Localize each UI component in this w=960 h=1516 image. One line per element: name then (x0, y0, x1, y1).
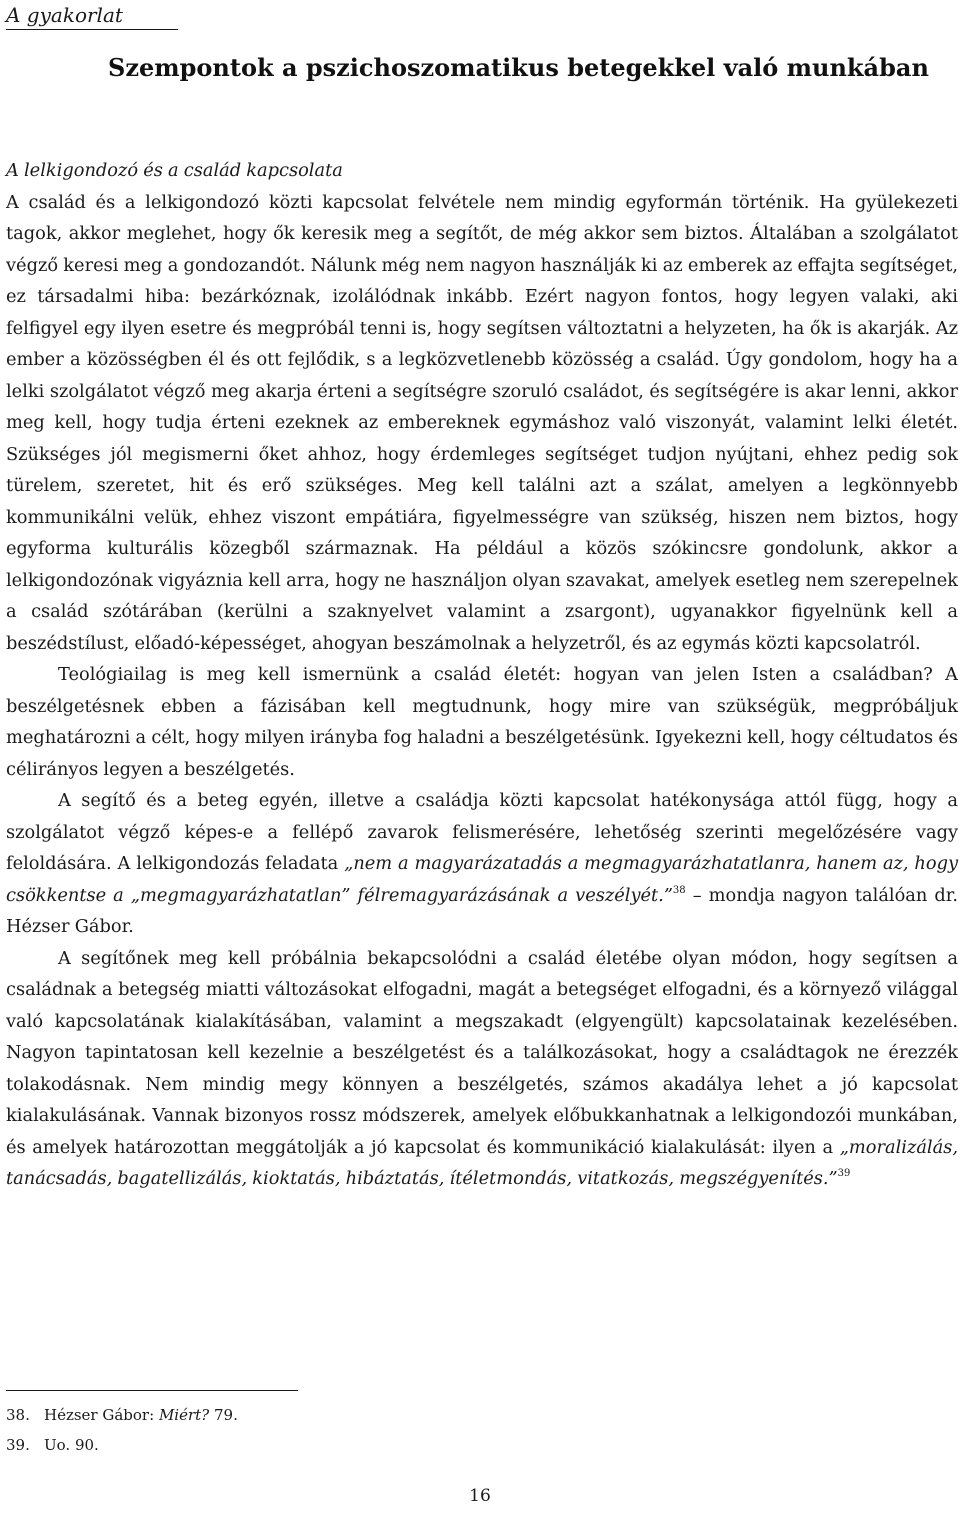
paragraph-2: Teológiailag is meg kell ismernünk a család életét: hogyan van jelen Isten a családban? A beszélgetésnek ebben a fázisában kell megtudnunk, hogy mire van szükségük, megpróbáljuk meghatározni a célt, hogy milyen irányba fog haladni a beszélgetésünk. Igyekezni kell, hogy céltudatos és célirányos legyen a beszélgetés. (6, 664, 958, 780)
paragraph-3-text: A segítő és a beteg egyén, illetve a családja közti kapcsolat hatékonysága attól függ, hogy a szolgálatot végző képes-e a fellépő zavarok felismerésére, lehetőség szerinti megelőzésére vagy feloldására. A lelkigondozás feladata (6, 790, 958, 874)
section-subheading: A lelkigondozó és a család kapcsolata (6, 160, 343, 181)
quote-1: „nem a magyarázatadás a megmagyarázhatatlanra, hanem az, hogy csökkentse a „megmagyarázhatatlan” félremagyarázásának a veszélyét.” (6, 853, 959, 906)
paragraph-1: A család és a lelkigondozó közti kapcsolat felvétele nem mindig egyformán történik. Ha gyülekezeti tagok, akkor meglehet, hogy ők keresik meg a segítőt, de még akkor sem biztos. Általában a szolgálatot végző keresi meg a gondozandót. Nálunk még nem nagyon használják ki az emberek az effajta segítséget, ez társadalmi hiba: bezárkóznak, izolálódnak inkább. Ezért nagyon fontos, hogy legyen valaki, aki felfigyel egy ilyen esetre és megpróbál tenni is, hogy segítsen változtatni a helyzeten, ha ők is akarják. Az ember a közösségben él és ott fejlődik, s a legközvetlenebb közösség a család. Úgy gondolom, hogy ha a lelki szolgálatot végző meg akarja érteni a segítségre szoruló családot, és segítségére is akar lenni, akkor meg kell, hogy tudja érteni ezeknek az embereknek egymáshoz való viszonyát, valamint lelki életét. Szükséges jól megismerni őket ahhoz, hogy érdemleges segítséget tudjon nyújtani, ehhez pedig sok türelem, szeretet, hit és erő szükséges. Meg kell találni azt a szálat, amelyen a legkönnyebb kommunikálni velük, ehhez viszont empátiára, figyelmességre van szükség, hiszen nem biztos, hogy egyforma kulturális közegből származnak. Ha például a közös szókincsre gondolunk, akkor a lelkigondozónak vigyáznia kell arra, hogy ne használjon olyan szavakat, amelyek esetleg nem szerepelnek a család szótárában (kerülni a szaknyelvet valamint a zsargont), ugyanakkor figyelnünk kell a beszédstílust, előadó-képességet, ahogyan beszámolnak a helyzetről, és az egymás közti kapcsolatról. (6, 191, 958, 654)
footnote-text: Uo. 90. (44, 1436, 99, 1454)
footnote-number: 38. (6, 1406, 30, 1424)
footnote-ref-39[interactable]: 39 (837, 1168, 851, 1179)
page-number: 16 (469, 1486, 491, 1506)
footnote-title: Miért? (158, 1406, 210, 1424)
footnote-39 (6, 1430, 606, 1460)
quote-2: „moralizálás, tanácsadás, bagatellizálás, kioktatás, hibáztatás, ítéletmondás, vitatkozás, megszégyenítés.” (6, 1136, 958, 1189)
footnote-text: Hézser Gábor: (44, 1406, 159, 1424)
paragraph-3 (6, 785, 958, 943)
paragraph-4-text: A segítőnek meg kell próbálnia bekapcsolódni a család életébe olyan módon, hogy segítsen a családnak a betegség miatti változásokat elfogadni, magát a betegséget elfogadni, és a környező világgal való kapcsolatának kialakításában, valamint a megszakadt (elgyengült) kapcsolatainak kezelésében. Nagyon tapintatosan kell kezelnie a beszélgetést és a találkozásokat, hogy a családtagok ne érezzék tolakodásnak. Nem mindig megy könnyen a beszélgetés, számos akadálya lehet a jó kapcsolat kialakulásának. Vannak bizonyos rossz módszerek, amelyek előbukkanhatnak a lelkigondozói munkában, és amelyek határozottan meggátolják a jó kapcsolat és kommunikáció kialakulását: ilyen a (6, 947, 958, 1158)
running-head: A gyakorlat (6, 2, 178, 30)
footnotes (6, 1400, 606, 1460)
paragraph-4 (6, 943, 958, 1195)
footnote-number: 39. (6, 1436, 30, 1454)
footnote-divider (6, 1390, 298, 1391)
paragraph-3-tail: – mondja nagyon találóan dr. Hézser Gábor. (6, 884, 958, 937)
footnote-38 (6, 1400, 606, 1430)
body-text (6, 155, 958, 1195)
footnote-page: 79. (209, 1406, 238, 1424)
footnote-ref-38[interactable]: 38 (672, 884, 686, 896)
page-title: Szempontok a pszichoszomatikus betegekkel való munkában (108, 53, 929, 82)
